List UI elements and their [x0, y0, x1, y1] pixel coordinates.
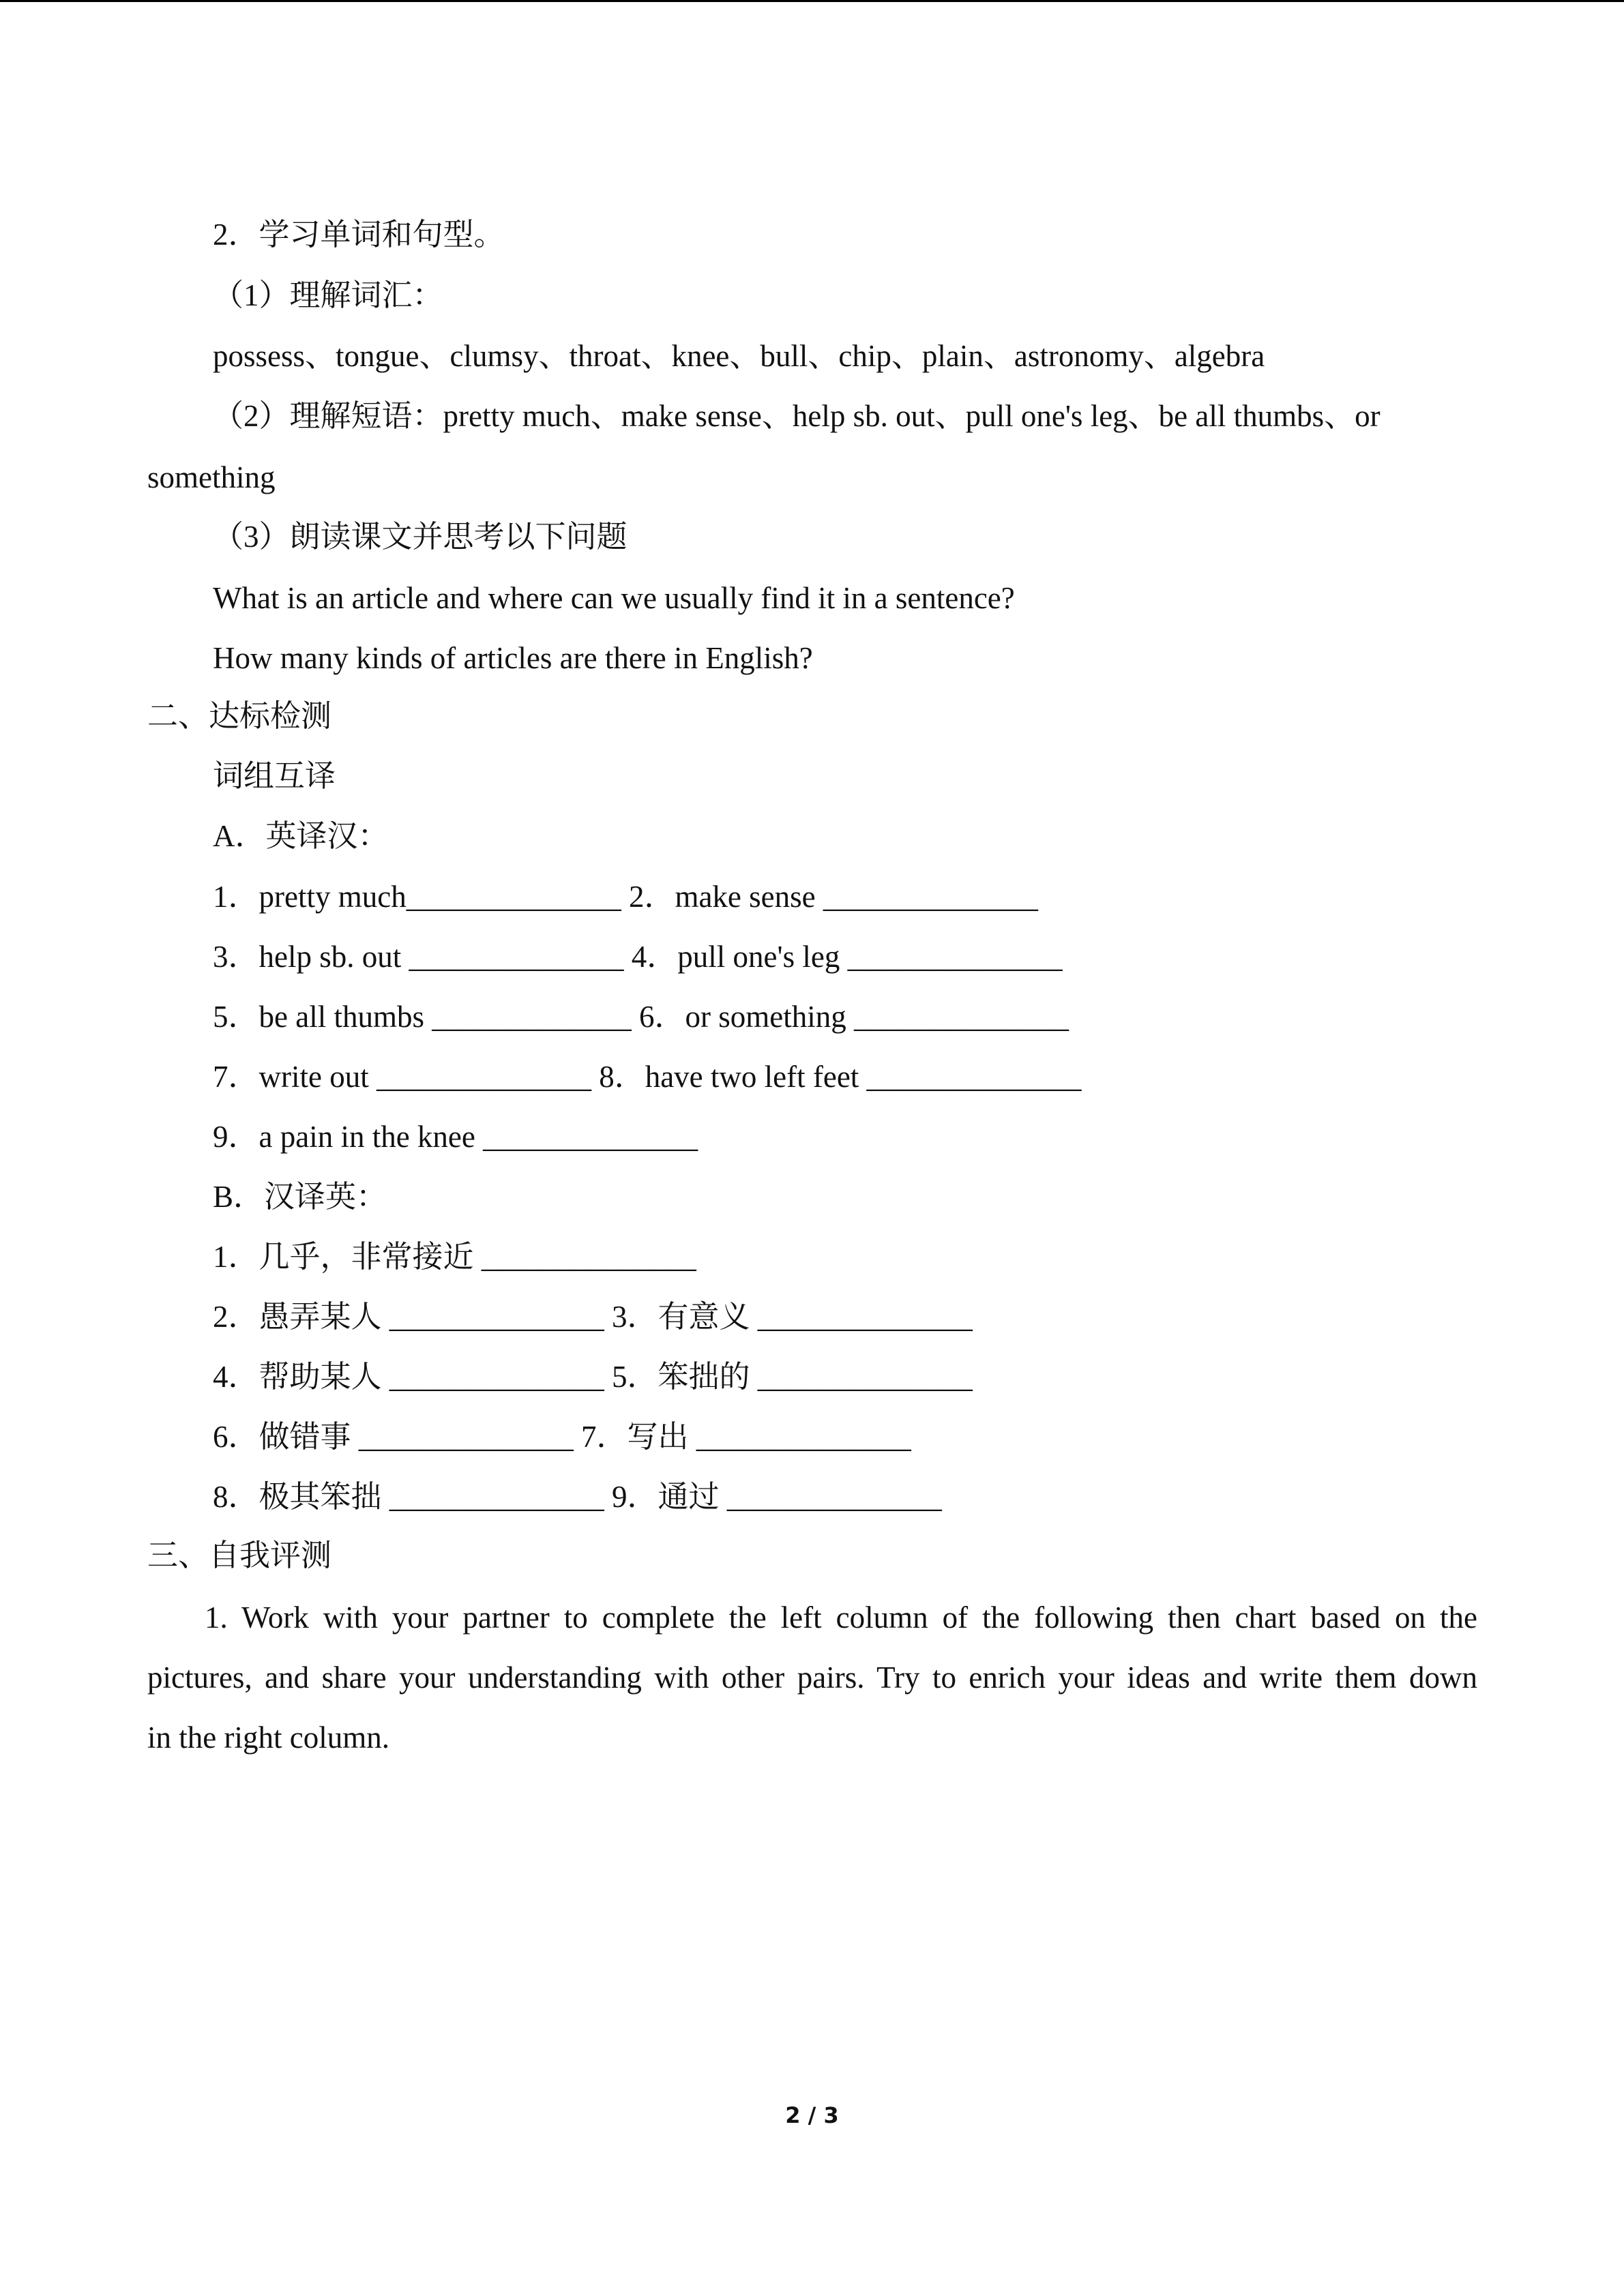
section-3-heading: 三、自我评测	[147, 1538, 332, 1572]
read-heading: （3）朗读课文并思考以下问题	[213, 520, 628, 554]
part-a-row-1: 1．pretty much______________ 2．make sense ______________	[213, 880, 1038, 914]
part-b-heading: B．汉译英：	[213, 1180, 387, 1214]
part-a-row-2: 3．help sb. out ______________ 4．pull one's leg ______________	[213, 940, 1063, 974]
task-line-2: pictures, and share your understanding with other pairs. Try to enrich your ideas and write them down	[147, 1660, 1477, 1695]
phrase-translate-heading: 词组互译	[213, 759, 336, 793]
part-a-row-4: 7．write out ______________ 8．have two left feet ______________	[213, 1060, 1082, 1094]
question-1: What is an article and where can we usually find it in a sentence?	[213, 581, 1015, 615]
part-a-heading: A．英译汉：	[213, 819, 389, 853]
part-b-row-1: 1．几乎，非常接近 ______________	[213, 1240, 696, 1274]
phrases-line-2: something	[147, 460, 276, 494]
vocab-words: possess、tongue、clumsy、throat、knee、bull、chip、plain、astronomy、algebra	[213, 339, 1265, 373]
part-a-row-5: 9．a pain in the knee ______________	[213, 1120, 698, 1154]
part-b-row-4: 6．做错事 ______________ 7．写出 ______________	[213, 1420, 911, 1454]
part-a-row-3: 5．be all thumbs _____________ 6．or something ______________	[213, 1000, 1069, 1034]
page-number: 2 / 3	[785, 2102, 839, 2128]
part-b-row-2: 2．愚弄某人 ______________ 3．有意义 ______________	[213, 1300, 973, 1334]
task-line-1: 1. Work with your partner to complete the left column of the following then chart based on the	[205, 1600, 1477, 1635]
vocab-heading: （1）理解词汇：	[213, 278, 443, 312]
step-2-heading: 2．学习单词和句型。	[213, 218, 505, 252]
question-2: How many kinds of articles are there in English?	[213, 641, 813, 675]
part-b-row-5: 8．极其笨拙 ______________ 9．通过 ______________	[213, 1480, 942, 1514]
part-b-row-3: 4．帮助某人 ______________ 5．笨拙的 ______________	[213, 1360, 973, 1394]
task-line-3: in the right column.	[147, 1720, 389, 1755]
section-2-heading: 二、达标检测	[147, 699, 332, 733]
phrases-line-1: （2）理解短语：pretty much、make sense、help sb. out、pull one's leg、be all thumbs、or	[213, 399, 1381, 433]
